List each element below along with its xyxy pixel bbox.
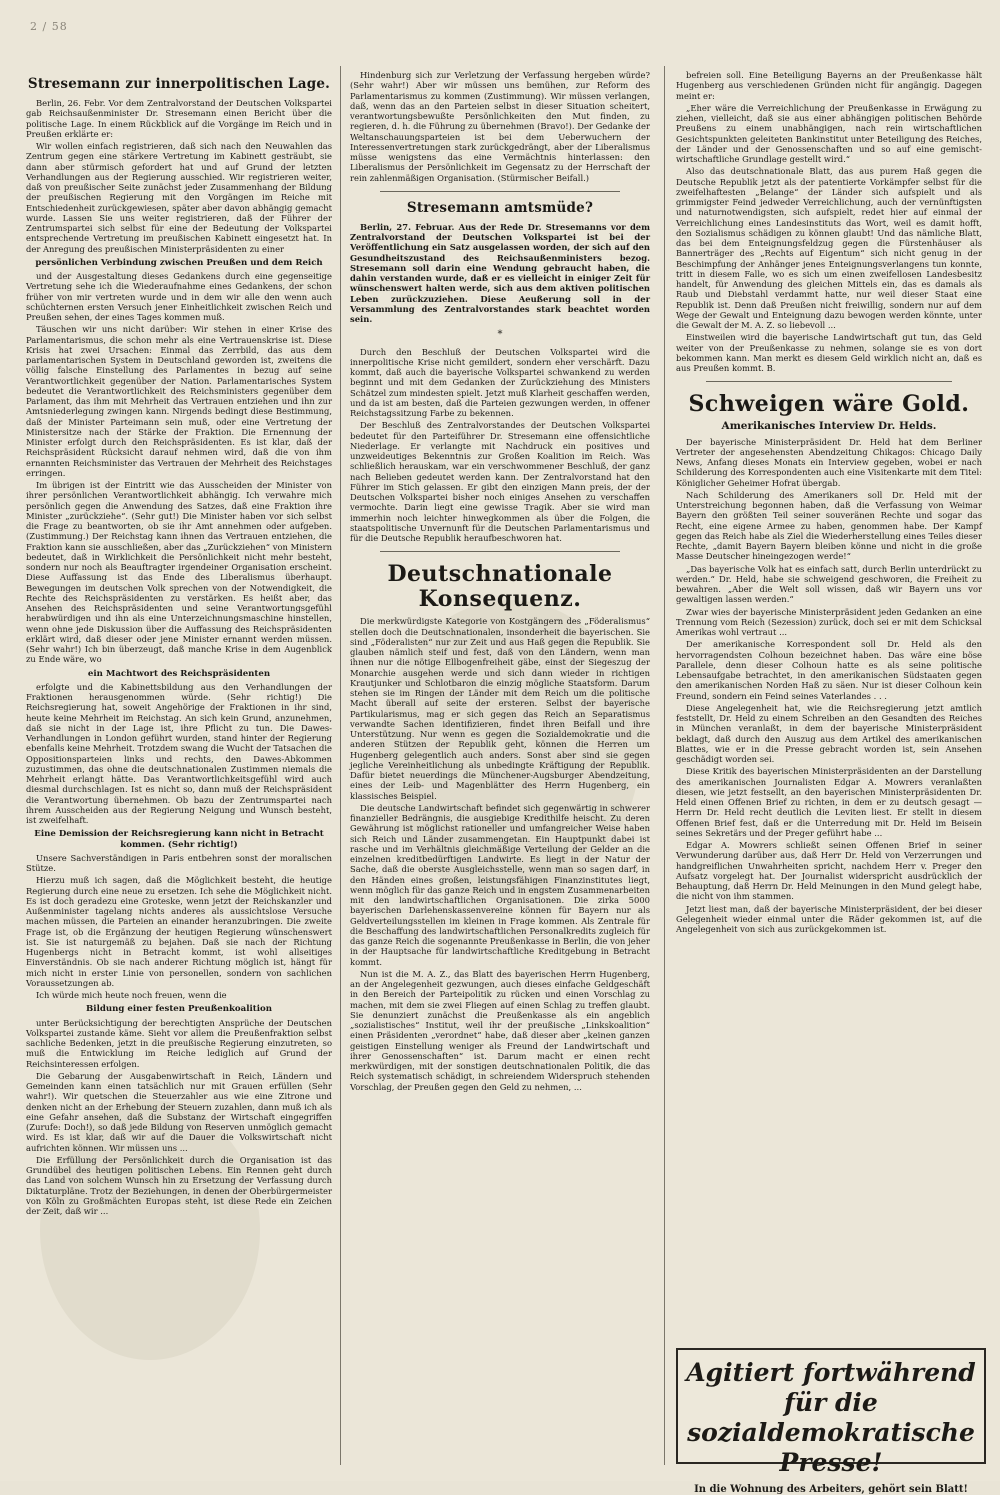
article-paragraph: Hindenburg sich zur Verletzung der Verfassung hergeben würde? (Sehr wahr!) Aber wir müssen uns bemühen, zur Reform des Parlamentarismus zu kommen (Zustimmung). Wir müssen verlangen, daß, wenn das an den Parteien selbst in dieser Situation scheitert, verantwortungsbewußte Persönlichkeiten den Mut finden, zu regieren, d. h. die Führung zu übernehmen (Bravo!). Der Gedanke der Weltanschauungsparteien ist bei dem Ueberwuchern der Interessenvertretungen stark zurückgedrängt, aber der Liberalismus müsse wenigstens das eine Vermächtnis hinterlassen: den Liberalismus der Persönlichkeit im Gegensatz zu der Herrschaft der rein zahlenmäßigen Organisation. (Stürmischer Beifall.) <box>350 70 650 183</box>
subheading: persönlichen Verbindung zwischen Preußen und dem Reich <box>35 257 323 268</box>
folio-number: 2 / 58 <box>30 20 68 33</box>
subheading: Eine Demission der Reichsregierung kann nicht in Betracht kommen. (Sehr richtig!) <box>34 829 324 850</box>
article-paragraph: befreien soll. Eine Beteiligung Bayerns an der Preußenkasse hält Hugenberg aus verschiedenen Gründen nicht für angängig. Dagegen meint er: <box>676 70 982 101</box>
article-paragraph: Hierzu muß ich sagen, daß die Möglichkeit besteht, die heutige Regierung durch eine neue zu ersetzen. Ich sehe die Möglichkeit nicht. Es ist doch geradezu eine Groteske, wenn jetzt der Reichskanzler und Außenminister tagelang nichts anderes als aussichtslose Versuche machen müssen, die Parteien an einander heranzubringen. Die zweite Frage ist, ob die Ergänzung der heutigen Regierung wünschenswert ist. Sie ist naturgemäß zu bejahen. Daß sie nach der Richtung Hugenbergs nicht in Betracht kommt, ist wohl allseitiges Einverständnis. Ob sie nach anderer Richtung möglich ist, hängt für mich nicht in erster Linie von personellen, sondern von sachlichen Voraussetzungen ab. <box>26 875 332 988</box>
article-paragraph: Ich würde mich heute noch freuen, wenn die <box>36 990 227 1000</box>
column-2 <box>350 70 650 1467</box>
article-paragraph: Durch den Beschluß der Deutschen Volkspartei wird die innerpolitische Krise nicht gemildert, sondern eher verschärft. Dazu kommt, daß auch die bayerische Volkspartei schwankend zu werden beginnt und mit dem Gedanken der Zurückziehung des Ministers Schätzel zum mindesten spielt. Jetzt muß Klarheit geschaffen werden, und da ist am besten, daß die Parteien gezwungen werden, in offener Reichstagssitzung Farbe zu bekennen. <box>350 346 650 418</box>
article-paragraph: Zwar wies der bayerische Ministerpräsident jeden Gedanken an eine Trennung vom Reich (Sezession) zurück, doch sei er mit dem Schicksal Amerikas wohl vertraut ... <box>676 606 982 637</box>
article-paragraph: Edgar A. Mowrers schließt seinen Offenen Brief in seiner Verwunderung darüber aus, daß Herr Dr. Held von Verzerrungen und handgreiflichen Unwahrheiten spricht, nachdem Herr v. Preger den Aufsatz vorgelegt hat. Der Journalist widerspricht ausdrücklich der Behauptung, daß Herrn Dr. Held Meinungen in den Mund gelegt habe, die nicht von ihm stammen. <box>676 840 982 902</box>
article-paragraph: Der bayerische Ministerpräsident Dr. Held hat dem Berliner Vertreter der angesehensten Abendzeitung Chikagos: Chicago Daily News, Anfang dieses Monats ein Interview gegeben, wobei er nach Schilderung des Korrespondenten auch eine Visitenkarte mit dem Titel: Königlicher Geheimer Hofrat übergab. <box>676 436 982 488</box>
divider <box>380 551 620 552</box>
advert-line-2: sozialdemokratische Presse! <box>687 1418 975 1477</box>
article-paragraph: Täuschen wir uns nicht darüber: Wir stehen in einer Krise des Parlamentarismus, die schon mehr als eine Vertrauenskrise ist. Diese Krisis hat zwei Ursachen: Einmal das Zerrbild, das aus dem parlamentarischen System in Deutschland geworden ist, zweitens die völlig falsche Einstellung des Parlamentes in bezug auf seine Verantwortlichkeit gegenüber der Nation. Parlamentarisches System bedeutet die Verantwortlichkeit des Reichsministers gegenüber dem Parlament, das ihm mit Mehrheit das Vertrauen entziehen und ihn zur Amtsniederlegung zwingen kann. Nirgends bedingt diese Bestimmung, daß der Minister Parteimann sein muß, oder eine Vertretung der Ministersitze nach der Stärke der Fraktion. Die Ernennung der Minister erfolgt durch den Reichspräsidenten. Es ist klar, daß der Reichspräsident Rücksicht darauf nehmen wird, daß die von ihm ernannten Reichsminister das Vertrauen der Mehrheit des Reichstages erringen. <box>26 324 332 478</box>
column-3 <box>676 70 982 1341</box>
column-rule <box>340 66 341 1465</box>
article-paragraph: Diese Kritik des bayerischen Ministerpräsidenten an der Darstellung des amerikanischen Journalisten Edgar A. Mowrers veranlaßten diesen, wie jetzt festsellt, an den bayerischen Ministerpräsidenten Dr. Held einen Offenen Brief zu richten, in dem er zu deutsch gesagt — Herrn Dr. Held recht deutlich die Leviten liest. Er stellt in diesem Offenen Brief fest, daß er die Unterredung mit Dr. Held im Beisein seines Sekretärs und der Preger geführt habe ... <box>676 766 982 838</box>
article-paragraph: erfolgte und die Kabinettsbildung aus den Verhandlungen der Fraktionen herausgenommen würde. (Sehr richtig!) Die Reichsregierung hat, soweit Angehörige der Fraktionen in ihr sind, heute keine Mehrheit im Reichstag. An sich kein Grund, anzunehmen, daß sie nicht in der Lage ist, ihre Pflicht zu tun. Die Dawes-Verhandlungen in London geführt wurden, stand hinter der Regierung ebenfalls keine Mehrheit. Trotzdem swang die Wucht der Tatsachen die Oppositionsparteien links und rechts, den Dawes-Abkommen zuzustimmen, das ohne die deutschnationalen Zustimmen niemals die Mehrheit erlangt hätte. Das Verantwortlichkeitsgefühl wird auch diesmal durchschlagen. Ist es nicht so, dann muß der Reichspräsident die Verantwortung übernehmen. Ob bazu der Zentrumspartei nach ihrem Ausscheiden aus der Regierung Neigung und Wunsch besteht, ist zweifelhaft. <box>26 681 332 825</box>
advert-line-3: In die Wohnung des Arbeiters, gehört sein Blatt! <box>694 1484 968 1495</box>
column-1 <box>26 70 332 1467</box>
advert-line-1: Agitiert fortwährend für die <box>686 1358 976 1417</box>
article-paragraph: Im übrigen ist der Eintritt wie das Ausscheiden der Minister von ihrer persönlichen Verantwortlichkeit abhängig. Ich verwahre mich persönlich gegen die Anwendung des Satzes, daß eine Fraktion ihre Minister „zurückziehe“. (Sehr gut!) Die Minister haben vor sich selbst die Frage zu beantworten, ob sie ihr Amt annehmen oder aufgeben. (Zustimmung.) Der Reichstag kann ihnen das Vertrauen entziehen, die Fraktion kann sie ausschließen, aber das „Zurückziehen“ von Ministern bedeutet, daß in Wirklichkeit die Persönlichkeit nicht mehr besteht, sondern nur noch als Beauftragter irgendeiner Organisation erscheint. Diese Auffassung ist das Ende des Liberalismus überhaupt. Bewegungen im deutschen Volk sprechen von der Notwendigkeit, die Rechte des Reichspräsidenten zu verstärken. Es heißt aber, das Ansehen des Reichspräsidenten und seine Verantwortungsgefühl herabwürdigen und ihn als eine Unterzeichnungsmaschine hinstellen, wenn ohne jede Diskussion über die Auffassung des Reichspräsidenten erklärt wird, daß dieser oder jene Minister ernannt werden müssen. (Sehr wahr!) Ich bin überzeugt, daß manche Krise in dem Augenblick zu Ende wäre, wo <box>26 480 332 665</box>
article-paragraph: „Eher wäre die Verreichlichung der Preußenkasse in Erwägung zu ziehen, vielleicht, daß sie aus einer abhängigen politischen Behörde Preußens zu einem unabhängigen, nach rein wirtschaftlichen Gesichtspunkten geleiteten Bankinstitut unter Beteiligung des Reiches, der Länder und der Genossenschaften und so auf eine gemischt-wirtschaftliche Grundlage gestellt wird.“ <box>676 102 982 164</box>
advertisement-box <box>676 1348 986 1495</box>
article-paragraph: unter Berücksichtigung der berechtigten Ansprüche der Deutschen Volkspartei zustande käme. Sieht vor allem die Preußenfraktion selbst sachliche Bedenken, jetzt in die preußische Regierung einzutreten, so muß die Entwicklung im Reiche lediglich auf Grund der Reichsinteressen erfolgen. <box>26 1017 332 1069</box>
article-paragraph: und der Ausgestaltung dieses Gedankens durch eine gegenseitige Vertretung sehe ich die Wiederaufnahme eines Gedankens, der schon früher von mir vertreten wurde und in dem wir alle den wenn auch schüchternen ersten Versuch jener Einheitlichkeit zwischen Reich und Preußen sehen, der eines Tages kommen muß. <box>26 271 332 322</box>
article-headline: Deutschnationale Konsequenz. <box>387 561 613 613</box>
column-rule <box>664 66 665 1465</box>
article-paragraph: Der Beschluß des Zentralvorstandes der Deutschen Volkspartei bedeutet für den Parteiführer Dr. Stresemann eine offensichtliche Niederlage. Er verlangte mit Nachdruck ein positives und unzweideutiges Bekenntnis zur Großen Koalition im Reich. Was schließlich herauskam, war ein verschwommener Beschluß, der ganz nach Belieben gedeutet werden kann. Der Zentralvorstand hat den Führer im Stich gelassen. Er gibt den einzigen Mann preis, der der Deutschen Volkspartei bisher noch einiges Ansehen zu verschaffen vermochte. Darin liegt eine gewisse Tragik. Aber sie wird man immerhin noch leichter hinwegkommen als über die Folgen, die staatspolitische Unvernunft für die Deutschen Parlamentarismus und für die Deutsche Republik heraufbeschworen hat. <box>350 420 650 543</box>
article-paragraph: Die deutsche Landwirtschaft befindet sich gegenwärtig in schwerer finanzieller Bedrängnis, die ausgiebige Kredithilfe heischt. Zu deren Gewährung ist möglichst rationeller und umfangreicher Weise haben sich Reich und Länder zusammengetan. Ein Hauptpunkt dabei ist rasche und im Verhältnis gleichmäßige Verteilung der Gelder an die einzelnen kreditbedürftigen Landwirte. Es liegt in der Natur der Sache, daß die oberste Ausgleichsstelle, wenn man so sagen darf, in den Händen eines großen, leistungsfähigen Finanzinstitutes liegt, wenn möglich für das ganze Reich und in engstem Zusammenarbeiten mit den landwirtschaftlichen Organisationen. Die zirka 5000 bayerischen Darlehenskassenvereine können für Bayern nur als Geldverteilungsstellen im kleinen in Frage kommen. Als Zentrale für die Beschaffung des landwirtschaftlichen Personalkredits zugleich für das ganze Reich die sogenannte Preußenkasse in Berlin, die von jeher in der Hauptsache für landwirtschaftliche Kreditgebung in Betracht kommt. <box>350 802 650 967</box>
article-paragraph: Die merkwürdigste Kategorie von Kostgängern des „Föderalismus“ stellen doch die Deutschnationalen, insonderheit die bayerischen. Sie sind „Föderalisten“ nur zur Zeit und aus Haß gegen die Republik. Sie glauben nämlich steif und fest, daß von den Ländern, wenn man ihnen nur die nötige Ellbogenfreiheit gäbe, einst der Siegeszug der Monarchie ausgehen werde und sich dann wieder in richtigen Krautjunker und Schlotbaron die einzig mögliche Staatsform. Darum stehen sie im Ringen der Länder mit dem Reich um die politische Macht überall auf seite der ersteren. Selbst der bayerische Partikularismus, mag er sich gegen das Reich an Separatismus verwandte Sachen identifizieren, findet ihren Beifall und ihre Unterstützung. Nur wenn es gegen die Sozialdemokratie und die anderen Stützen der Republik geht, können die Herren um Hugenberg gelegentlich auch anders. Sonst aber sind sie gegen jegliche Vereinheitlichung als unbedingte Kräftigung der Republik. Dafür bietet neuerdings die Münchener-Augsburger Abendzeitung, eines der Leib- und Magenblätter des Herrn Hugenberg, ein klassisches Beispiel. <box>350 616 650 801</box>
article-paragraph: Nach Schilderung des Amerikaners soll Dr. Held mit der Unterstreichung begonnen haben, daß die Verfassung von Weimar Bayern den größten Teil seiner souveränen Rechte und sogar das Recht, eine eigene Armee zu haben, genommen habe. Der Kampf gegen das Reich habe als Ziel die Wiederherstellung eines Teiles dieser Rechte, „damit Bayern Bayern bleiben könne und nicht in die große Masse Deutscher hineingezogen werde!“ <box>676 489 982 562</box>
article-paragraph: Berlin, 26. Febr. Vor dem Zentralvorstand der Deutschen Volkspartei gab Reichsaußenminister Dr. Stresemann einen Bericht über die politische Lage. In einem Rückblick auf die Vorgänge im Reich und in Preußen erklärte er: <box>26 98 332 139</box>
section-star: * <box>497 329 503 341</box>
article-paragraph: Nun ist die M. A. Z., das Blatt des bayerischen Herrn Hugenberg, an der Angelegenheit gezwungen, auch dieses einfache Geldgeschäft in den Bereich der Parteipolitik zu rücken und einen Vorschlag zu machen, mit dem sie zwei Fliegen auf einen Schlag zu treffen glaubt. Sie denunziert zunächst die Preußenkasse als ein angeblich „sozialistisches“ Institut, weil ihr der preußische „Linkskoalition“ einen Präsidenten „verordnet“ habe, daß dieser aber „keinen ganzen geistigen Einstellung weniger als Freund der Landwirtschaft und ihrer Genossenschaften“ ist. Darum macht er einen recht merkwürdigen, mit der sonstigen deutschnationalen Politik, die das Reich systematisch schädigt, in schreiendem Widerspruch stehenden Vorschlag, der Preußen gegen den Geld zu nehmen, ... <box>350 968 650 1092</box>
article-paragraph: Einstweilen wird die bayerische Landwirtschaft gut tun, das Geld weiter von der Preußenkasse zu nehmen, solange sie es von dort bekommen kann. Man merkt es diesem Geld wirklich nicht an, daß es aus Preußen kommt. B. <box>676 332 982 373</box>
article-paragraph: Unsere Sachverständigen in Paris entbehren sonst der moralischen Stütze. <box>26 852 332 873</box>
divider <box>380 191 620 192</box>
article-paragraph: Der amerikanische Korrespondent soll Dr. Held als den hervorragendsten Colhoun bezeichnet haben. Das wäre eine böse Parallele, denn dieser Colhoun hatte es als seine politische Lebensaufgabe betrachtet, in den amerikanischen Südstaaten gegen den amerikanischen Norden Haß zu säen. Nur ist dieser Colhoun kein Freund, sondern ein Feind seines Vaterlandes . . . <box>676 639 982 701</box>
article-lead: Berlin, 27. Februar. Aus der Rede Dr. Stresemanns vor dem Zentralvorstand der Deutschen Volkspartei ist bei der Veröffentlichung ein Satz ausgelassen worden, der sich auf den Gesundheitszustand des Reichsaußenministers bezog. Stresemann soll darin eine Wendung gebraucht haben, die dahin verstanden wurde, daß er es vielleicht in einiger Zeit für wünschenswert halten werde, sich aus dem aktiven politischen Leben zurückzuziehen. Diese Aeußerung soll in der Versammlung des Zentralvorstandes stark beachtet worden sein. <box>350 221 650 324</box>
article-headline: Stresemann zur innerpolitischen Lage. <box>27 76 331 92</box>
article-paragraph: „Das bayerische Volk hat es einfach satt, durch Berlin unterdrückt zu werden.“ Dr. Held, habe sie schweigend geschworen, die Freiheit zu bewahren. „Aber die Welt soll wissen, daß wir Bayern uns vor gewaltigen lassen werden.“ <box>676 563 982 605</box>
article-paragraph: Also das deutschnationale Blatt, das aus purem Haß gegen die Deutsche Republik jetzt als der patentierte Vorkämpfer selbst für die zweifelhaftesten „Belange“ der Länder sich aufspielt und als grimmigster Feind jedweder Verreichlichung, auch der vernünftigsten und naturnotwendigsten, sich aufspielt, redet hier auf einmal der Verreichlichung eines Landesinstituts das Wort, weil es damit hofft, den Sozialismus schädigen zu können glaubt! Und das nämliche Blatt, das bei dem Enteignungsfeldzug gegen die Fürstenhäuser als Bannerträger des „Rechts auf Eigentum“ sich nicht genug in der Beschimpfung der Anhänger jenes Enteignungsverlangens tun konnte, tritt in diesem Falle, wo es sich um einen zweifellosen Landesbesitz handelt, für Anwendung des gleichen Mittels ein, das es damals als Raub und Diebstahl verdammt hatte, nur weil dieser Staat eine Republik ist. Denn daß Preußen nicht freiwillig, sondern nur auf dem Wege der Gewalt und Enteignung dazu bewogen werden könnte, unter die Gewalt der M. A. Z. so liebevoll ... <box>676 166 982 330</box>
divider <box>706 381 952 382</box>
article-paragraph: Die Gebarung der Ausgabenwirtschaft in Reich, Ländern und Gemeinden kann einen tatsächlich nur mit Grauen erfüllen (Sehr wahr!). Wir quetschen die Steuerzahler aus wie eine Zitrone und denken nicht an der Erhebung der Steuern zuzahlen, dann muß ich als eine Gefahr ansehen, daß die Substanz der Wirtschaft eingegriffen (Zurufe: Doch!), so daß jede Bildung von Reserven unmöglich gemacht wird. Es ist klar, daß wir auf die Dauer die Volkswirtschaft nicht aufrichten können. Wir müssen uns ... <box>26 1070 332 1153</box>
subheading: ein Machtwort des Reichspräsidenten <box>87 668 271 679</box>
article-paragraph: Die Erfüllung der Persönlichkeit durch die Organisation ist das Grundübel des heutigen politischen Lebens. Ein Rennen geht durch das Land von solchem Wunsch hin zu Ersetzung der Verfassung durch Diktaturpläne. Trotz der Beziehungen, in denen der Oberbürgermeister von Köln zu Großmächten Europas steht, ist diese Rede ein Zeichen der Zeit, daß wir ... <box>26 1154 332 1216</box>
article-headline: Schweigen wäre Gold. <box>688 391 970 418</box>
article-headline: Stresemann amtsmüde? <box>406 199 594 216</box>
article-paragraph: Wir wollen einfach registrieren, daß sich nach den Neuwahlen das Zentrum gegen eine stärkere Vertretung im Kabinett gesträubt, sie dann aber stürmisch gefordert hat und auf Grund der letzten Verhandlungen aus der Regierung ausschied. Wir registrieren weiter, daß von preußischer Seite zunächst jeder Zusammenhang der Bildung der preußischen Regierung mit den Vorgängen im Reiche mit Entschiedenheit zurückgewiesen, später aber davon abhängig gemacht wurde. Lassen Sie uns weiter registrieren, daß der Führer der Zentrumspartei sich selbst für eine der Bedeutung der Volkspartei entsprechende Vertretung im preußischen Kabinett eingesetzt hat. In der Anregung des preußischen Ministerpräsidenten zu einer <box>26 141 332 254</box>
article-subheadline: Amerikanisches Interview Dr. Helds. <box>721 420 937 433</box>
article-paragraph: Jetzt liest man, daß der bayerische Ministerpräsident, der bei dieser Gelegenheit wieder einmal unter die Räder gekommen ist, auf die Angelegenheit von sich aus zurückgekommen ist. <box>676 903 982 934</box>
subheading: Bildung einer festen Preußenkoalition <box>86 1004 272 1015</box>
article-paragraph: Diese Angelegenheit hat, wie die Reichsregierung jetzt amtlich feststellt, Dr. Held zu einem Schreiben an den Gesandten des Reiches in München veranlaßt, in dem der bayerische Ministerpräsident beklagt, daß durch den Auszug aus dem Artikel des amerikanischen Blattes, wie er in die Presse gebracht worden ist, sein Ansehen geschädigt worden sei. <box>676 702 982 764</box>
